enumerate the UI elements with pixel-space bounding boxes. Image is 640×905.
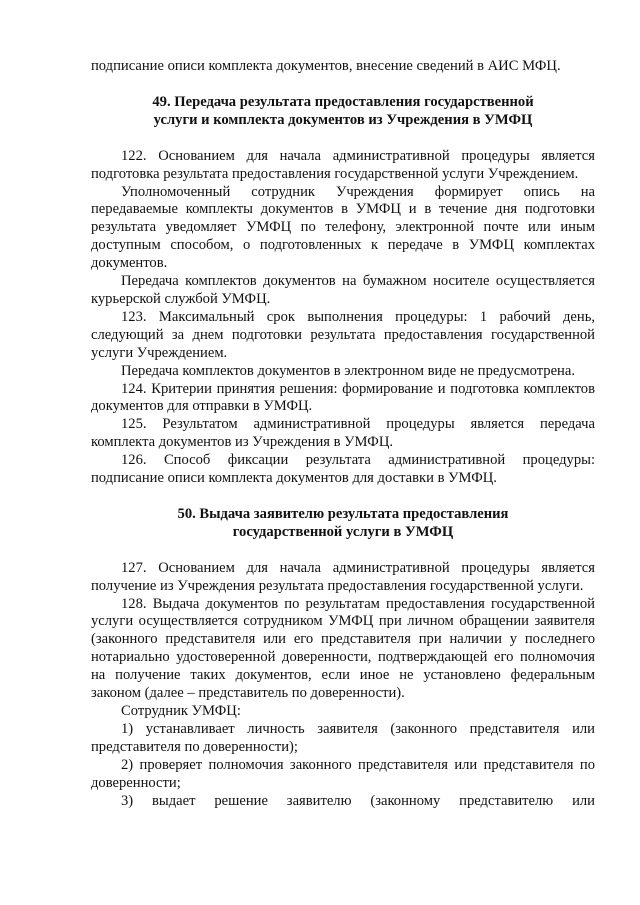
- list-item-3: 3) выдает решение заявителю (законному представителю или: [121, 792, 595, 809]
- document-page: [91, 58, 595, 810]
- paragraph-127: 127. Основанием для начала административной процедуры является получение из Учреждения результата предоставления государственной услуги.: [91, 559, 595, 594]
- section-50-title-line2: государственной услуги в УМФЦ: [232, 523, 454, 540]
- paragraph-123b: Передача комплектов документов в электронном виде не предусмотрена.: [121, 362, 575, 379]
- paragraph-126: 126. Способ фиксации результата административной процедуры: подписание описи комплекта документов для доставки в УМФЦ.: [91, 452, 595, 487]
- paragraph-123: 123. Максимальный срок выполнения процедуры: 1 рабочий день, следующий за днем подготовки результата предоставления государственной услуги Учреждением.: [91, 308, 595, 361]
- top-line: подписание описи комплекта документов, внесение сведений в АИС МФЦ.: [91, 58, 561, 74]
- paragraph-128: 128. Выдача документов по результатам предоставления государственной услуги осуществляется сотрудником УМФЦ при личном обращении заявителя (законного представителя или его представителя при наличии у последнего нотариально удостоверенной доверенности, подтверждающей его полномочия на получение таких документов, если иное не установлено федеральным законом (далее – представитель по доверенности).: [91, 595, 595, 702]
- section-49-title-line2: услуги и комплекта документов из Учреждения в УМФЦ: [153, 111, 533, 128]
- list-item-1: 1) устанавливает личность заявителя (законного представителя или представителя по доверенности);: [91, 720, 595, 755]
- paragraph-128b: Сотрудник УМФЦ:: [121, 703, 241, 719]
- section-49-title: [91, 94, 595, 130]
- paragraph-122b: Уполномоченный сотрудник Учреждения формирует опись на передаваемые комплекты документов в УМФЦ и в течение дня подготовки результата уведомляет УМФЦ по телефону, электронной почте или иным доступным способом, о подготовленных к передаче в УМФЦ комплектах документов.: [91, 183, 595, 272]
- paragraph-122: 122. Основанием для начала административной процедуры является подготовка результата предоставления государственной услуги Учреждением.: [91, 147, 595, 182]
- paragraph-122c: Передача комплектов документов на бумажном носителе осуществляется курьерской службой УМФЦ.: [91, 273, 595, 307]
- section-50-title-line1: 50. Выдача заявителю результата предоставления: [177, 505, 509, 522]
- list-item-2: 2) проверяет полномочия законного представителя или представителя по доверенности;: [91, 756, 595, 791]
- paragraph-124: 124. Критерии принятия решения: формирование и подготовка комплектов документов для отправки в УМФЦ.: [91, 380, 595, 415]
- section-49-title-line1: 49. Передача результата предоставления государственной: [152, 93, 534, 110]
- paragraph-125: 125. Результатом административной процедуры является передача комплекта документов из Учреждения в УМФЦ.: [91, 416, 595, 451]
- section-50-title: [91, 506, 595, 542]
